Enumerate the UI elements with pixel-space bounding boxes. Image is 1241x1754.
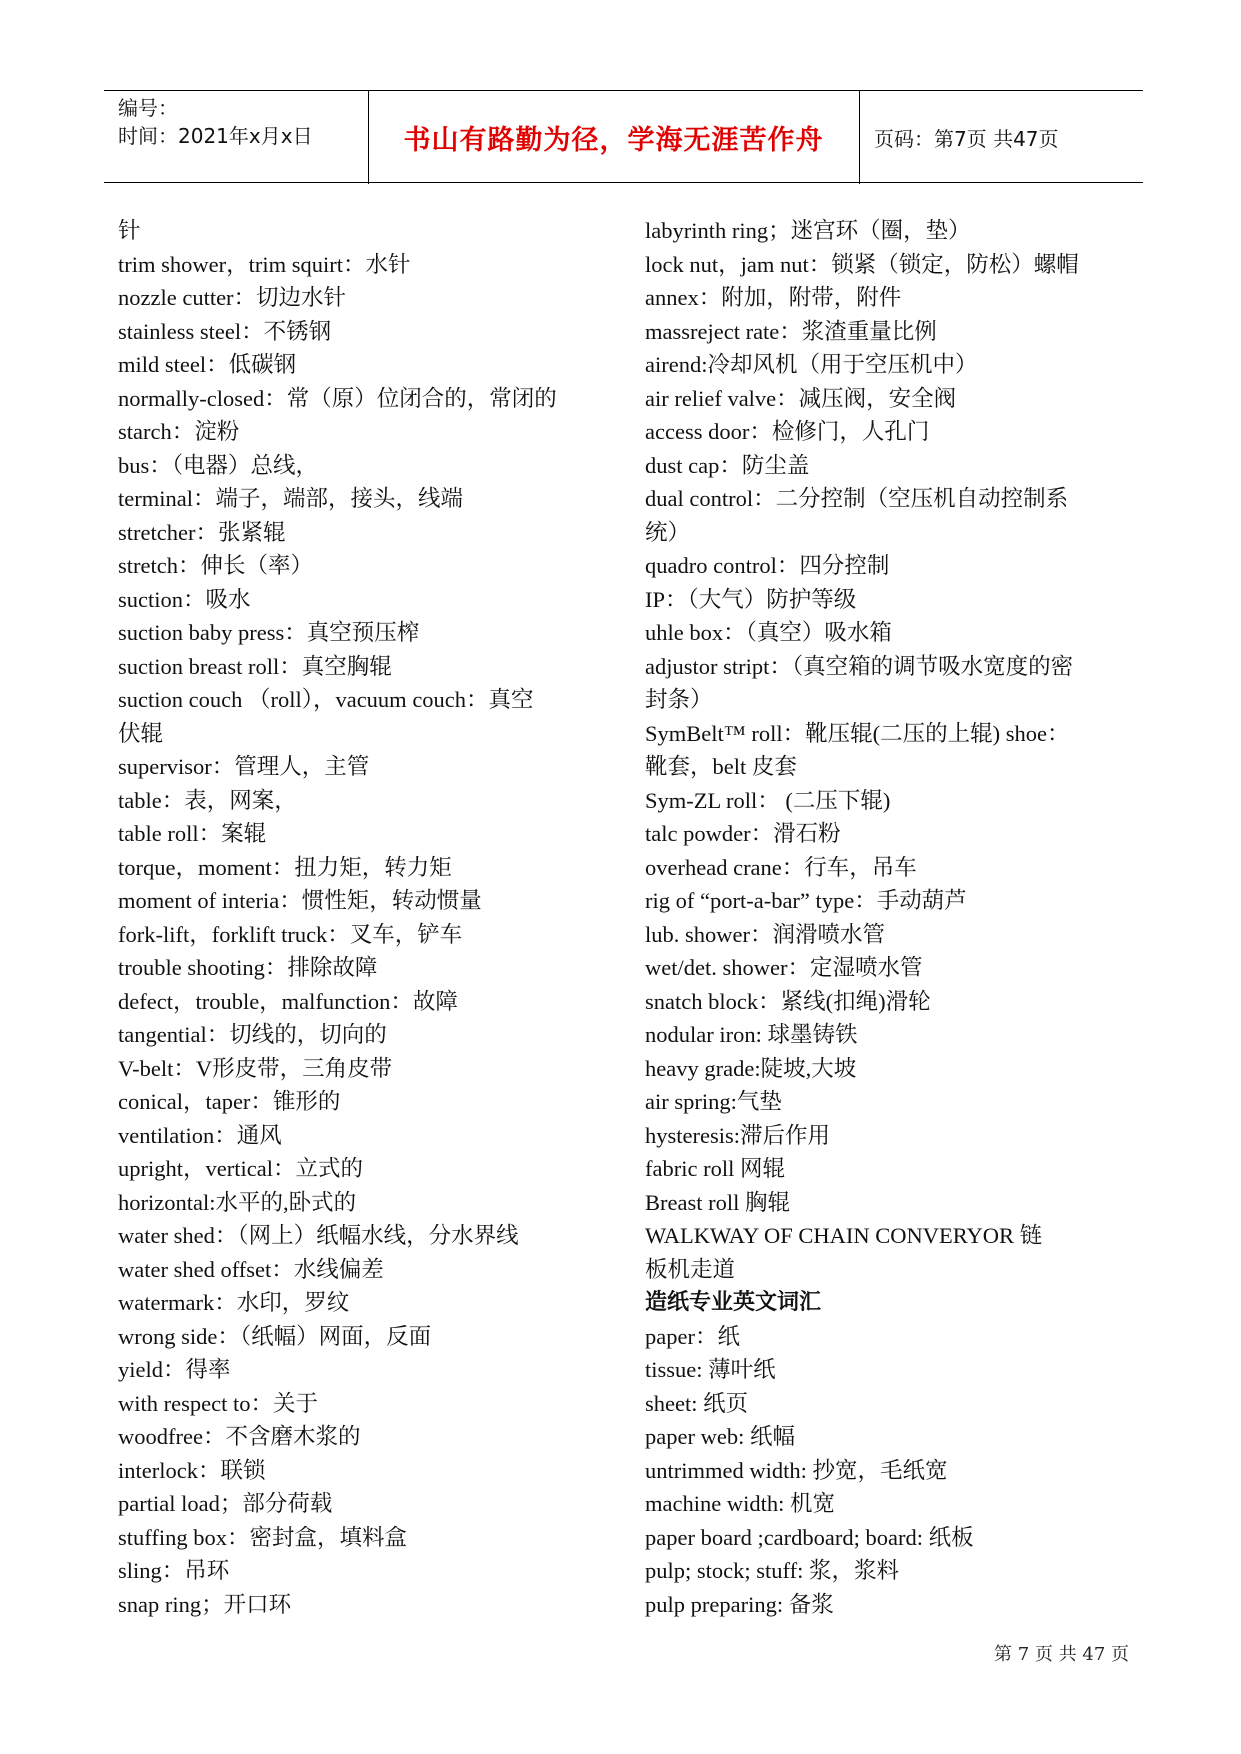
glossary-entry: tangential：切线的，切向的 <box>118 1022 387 1047</box>
glossary-entry: untrimmed width: 抄宽，毛纸宽 <box>645 1457 948 1483</box>
glossary-entry: snap ring；开口环 <box>118 1591 292 1617</box>
glossary-entry: stainless steel：不锈钢 <box>118 318 332 344</box>
glossary-entry: with respect to：关于 <box>118 1390 318 1416</box>
glossary-entry: torque，moment：扭力矩，转力矩 <box>118 854 452 880</box>
date-label: 时间：2021年x月x日 <box>118 124 313 148</box>
glossary-entry: nodular iron: 球墨铸铁 <box>645 1022 858 1047</box>
glossary-entry: labyrinth ring；迷宫环（圈，垫） <box>645 218 971 243</box>
glossary-entry: pulp preparing: 备浆 <box>645 1591 834 1617</box>
glossary-entry: woodfree：不含磨木浆的 <box>118 1424 361 1449</box>
glossary-entry: 针 <box>118 218 141 243</box>
glossary-entry: WALKWAY OF CHAIN CONVERYOR 链 <box>645 1223 1043 1248</box>
glossary-entry: water shed offset：水线偏差 <box>118 1256 384 1282</box>
glossary-entry: moment of interia：惯性矩，转动惯量 <box>118 888 482 913</box>
glossary-entry: massreject rate：浆渣重量比例 <box>645 318 937 344</box>
glossary-entry: fabric roll 网辊 <box>645 1156 785 1181</box>
glossary-entry: stretch：伸长（率） <box>118 553 313 578</box>
glossary-entry: tissue: 薄叶纸 <box>645 1357 776 1382</box>
header-top-rule <box>104 90 1143 91</box>
glossary-entry: starch：淀粉 <box>118 419 240 444</box>
glossary-entry: 封条） <box>645 687 713 712</box>
glossary-entry: paper：纸 <box>645 1323 740 1349</box>
glossary-entry: air relief valve：减压阀，安全阀 <box>645 385 957 411</box>
glossary-right-column <box>645 214 1135 1621</box>
glossary-entry: conical，taper：锥形的 <box>118 1089 341 1114</box>
header-bottom-rule <box>104 182 1143 183</box>
glossary-entry: access door：检修门，人孔门 <box>645 419 930 444</box>
glossary-entry: stuffing box：密封盒，填料盒 <box>118 1524 407 1550</box>
glossary-entry: V-belt：V形皮带，三角皮带 <box>118 1055 393 1081</box>
header-motto: 书山有路勤为径，学海无涯苦作舟 <box>403 125 824 156</box>
header-divider-right <box>859 90 860 184</box>
glossary-entry: trim shower，trim squirt：水针 <box>118 251 411 277</box>
glossary-entry: watermark：水印，罗纹 <box>118 1290 350 1315</box>
glossary-entry: 板机走道 <box>645 1256 736 1282</box>
glossary-entry: SymBelt™ roll：靴压辊(二压的上辊) shoe： <box>645 720 1070 746</box>
glossary-entry: IP：（大气）防护等级 <box>645 586 857 612</box>
glossary-entry: sheet: 纸页 <box>645 1390 749 1416</box>
glossary-entry: terminal：端子，端部，接头，线端 <box>118 486 463 511</box>
glossary-entry: stretcher：张紧辊 <box>118 519 286 545</box>
page-footer: 第 7 页 共 47 页 <box>994 1644 1129 1665</box>
glossary-entry: yield：得率 <box>118 1357 231 1382</box>
glossary-entry: air spring:气垫 <box>645 1089 782 1114</box>
glossary-entry: defect，trouble，malfunction：故障 <box>118 988 458 1014</box>
header-page-info: 页码：第7页 共47页 <box>874 127 1059 151</box>
glossary-entry: sling：吊环 <box>118 1558 230 1583</box>
glossary-entry: fork-lift，forklift truck：叉车，铲车 <box>118 921 463 947</box>
glossary-entry: annex：附加，附带，附件 <box>645 285 902 310</box>
glossary-entry: adjustor stript：（真空箱的调节吸水宽度的密 <box>645 653 1074 679</box>
glossary-entry: hysteresis:滞后作用 <box>645 1122 830 1148</box>
glossary-entry: 造纸专业英文词汇 <box>645 1290 822 1315</box>
glossary-entry: ventilation：通风 <box>118 1122 282 1148</box>
glossary-entry: airend:冷却风机（用于空压机中） <box>645 352 978 377</box>
glossary-entry: wet/det. shower：定湿喷水管 <box>645 955 923 980</box>
glossary-entry: dual control：二分控制（空压机自动控制系 <box>645 486 1069 511</box>
glossary-entry: partial load；部分荷载 <box>118 1491 333 1516</box>
glossary-entry: supervisor：管理人，主管 <box>118 754 370 779</box>
glossary-entry: horizontal:水平的,卧式的 <box>118 1189 357 1215</box>
page-header <box>104 90 1143 184</box>
glossary-entry: Sym-ZL roll： (二压下辊) <box>645 787 891 813</box>
glossary-entry: suction：吸水 <box>118 586 251 612</box>
glossary-entry: rig of “port-a-bar” type：手动葫芦 <box>645 888 967 913</box>
glossary-entry: suction couch （roll），vacuum couch：真空 <box>118 687 534 712</box>
glossary-entry: nozzle cutter：切边水针 <box>118 285 347 310</box>
glossary-entry: uhle box：（真空）吸水箱 <box>645 620 892 645</box>
glossary-entry: paper web: 纸幅 <box>645 1424 795 1449</box>
glossary-entry: suction breast roll：真空胸辊 <box>118 653 392 679</box>
glossary-entry: heavy grade:陡坡,大坡 <box>645 1055 857 1081</box>
glossary-left-column <box>118 214 608 1621</box>
glossary-entry: suction baby press：真空预压榨 <box>118 620 420 645</box>
glossary-entry: quadro control：四分控制 <box>645 553 890 578</box>
glossary-entry: paper board ;cardboard; board: 纸板 <box>645 1524 974 1550</box>
glossary-entry: pulp; stock; stuff: 浆，浆料 <box>645 1558 899 1583</box>
glossary-entry: overhead crane：行车，吊车 <box>645 854 917 880</box>
glossary-entry: talc powder：滑石粉 <box>645 821 841 846</box>
glossary-entry: wrong side：（纸幅）网面，反面 <box>118 1323 432 1349</box>
glossary-entry: trouble shooting：排除故障 <box>118 955 378 980</box>
glossary-entry: upright，vertical：立式的 <box>118 1156 363 1181</box>
serial-number-label: 编号： <box>118 96 178 120</box>
glossary-entry: lub. shower：润滑喷水管 <box>645 921 885 947</box>
glossary-entry: lock nut，jam nut：锁紧（锁定，防松）螺帽 <box>645 251 1079 277</box>
glossary-entry: normally-closed：常（原）位闭合的，常闭的 <box>118 385 557 411</box>
glossary-entry: Breast roll 胸辊 <box>645 1189 790 1215</box>
glossary-entry: table：表，网案， <box>118 787 297 813</box>
glossary-entry: table roll：案辊 <box>118 821 267 846</box>
glossary-entry: 伏辊 <box>118 720 164 746</box>
glossary-entry: machine width: 机宽 <box>645 1491 835 1516</box>
glossary-entry: 靴套，belt 皮套 <box>645 754 797 779</box>
glossary-entry: 统） <box>645 519 691 545</box>
glossary-entry: water shed：（网上）纸幅水线，分水界线 <box>118 1223 519 1248</box>
glossary-entry: bus：（电器）总线， <box>118 452 319 478</box>
glossary-entry: snatch block：紧线(扣绳)滑轮 <box>645 988 931 1014</box>
glossary-entry: mild steel：低碳钢 <box>118 352 297 377</box>
glossary-entry: dust cap：防尘盖 <box>645 452 810 478</box>
glossary-entry: interlock：联锁 <box>118 1457 266 1483</box>
